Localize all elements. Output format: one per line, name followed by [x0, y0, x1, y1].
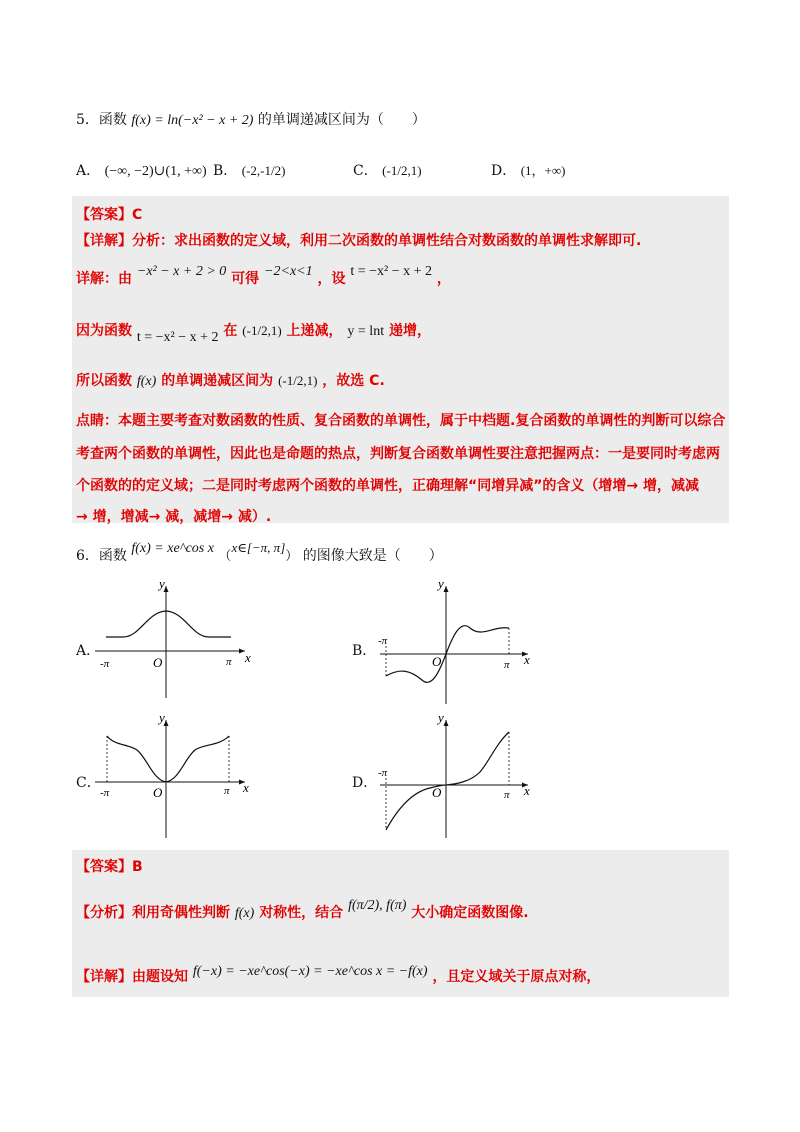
y-axis-arrow — [444, 586, 449, 592]
neg-pi-label: -π — [100, 787, 110, 799]
neg-pi-label: -π — [378, 767, 388, 779]
graph-c-label: C． — [76, 775, 101, 791]
text: 【详解】由题设知 — [76, 969, 188, 985]
graph-a-label: A． — [76, 643, 101, 659]
detail-q5-line3 — [76, 264, 451, 288]
text: ，故选 C. — [322, 373, 385, 389]
text: 大小确定函数图像. — [411, 905, 529, 921]
origin-label: O — [432, 785, 442, 800]
option-label: B． — [213, 163, 238, 179]
math-substitution: t = −x² − x + 2 — [350, 264, 433, 279]
y-label: y — [438, 712, 444, 725]
math-interval: (-1/2,1) — [278, 373, 318, 388]
graph-b-label: B． — [352, 643, 377, 659]
option-value: (1，+∞) — [520, 163, 566, 178]
curve-a — [106, 611, 231, 637]
y-label: y — [159, 578, 165, 591]
math-ln: y = lnt — [347, 324, 385, 339]
q6-domain: x∈[−π, π] — [231, 540, 286, 555]
math-fx: f(x) — [234, 906, 255, 921]
option-value: (-2,-1/2) — [241, 163, 286, 178]
tip-q5-line3: 个函数的的定义域；二是同时考虑两个函数的单调性，正确理解“同增异减”的含义（增增→ 增，减减 — [76, 478, 700, 494]
detail-q5-line5 — [76, 370, 385, 390]
y-label: y — [159, 712, 165, 725]
math-inequality: −x² − x + 2 > 0 — [136, 264, 227, 279]
math-fx: f(x) — [136, 374, 157, 389]
answer-q5: 【答案】C — [76, 207, 143, 223]
pi-label: π — [504, 789, 510, 801]
curve-c — [107, 736, 229, 782]
graph-d — [370, 712, 540, 840]
q5-option-d — [491, 160, 565, 180]
graph-a — [95, 578, 260, 700]
text: 可得 — [231, 271, 260, 287]
pi-label: π — [224, 785, 230, 797]
q5-stem-tail: 的单调递减区间为（ ） — [257, 112, 426, 128]
text: 因为函数 — [76, 323, 132, 339]
math-interval: (-1/2,1) — [242, 323, 282, 338]
origin-label: O — [432, 654, 442, 669]
text: 递增， — [388, 323, 431, 339]
text: 对称性，结合 — [259, 905, 344, 921]
graph-c — [95, 712, 260, 840]
curve-d — [386, 732, 509, 830]
pi-label: π — [504, 659, 510, 671]
analysis-q6 — [76, 898, 529, 922]
text: ，设 — [317, 271, 346, 287]
detail-q5-line4 — [76, 320, 431, 345]
origin-label: O — [153, 785, 163, 800]
math-range: −2<x<1 — [264, 264, 313, 279]
x-label: x — [245, 650, 251, 665]
text: 【分析】利用奇偶性判断 — [76, 905, 230, 921]
q5-function: f(x) = ln(−x² − x + 2) — [131, 113, 254, 128]
text: ，且定义域关于原点对称， — [432, 969, 601, 985]
graph-b — [370, 578, 540, 706]
detail-q6 — [76, 966, 600, 986]
option-label: D． — [491, 163, 517, 179]
text: 所以函数 — [76, 373, 132, 389]
q5-option-c — [353, 160, 422, 180]
math-function-t: t = −x² − x + 2 — [136, 330, 219, 345]
option-value: (−∞, −2)∪(1, +∞) — [104, 164, 207, 179]
y-axis-arrow — [444, 720, 449, 726]
text: 的单调递减区间为 — [161, 373, 274, 389]
pi-label: π — [226, 656, 232, 668]
answer-q6: 【答案】B — [76, 859, 143, 875]
math-values: f(π/2), f(π) — [348, 898, 407, 913]
graph-d-label: D． — [352, 775, 378, 791]
q5-option-a — [76, 160, 207, 180]
option-value: (-1/2,1) — [382, 163, 422, 178]
neg-pi-label: -π — [378, 635, 388, 647]
x-label: x — [243, 780, 249, 795]
text: 上递减， — [286, 323, 343, 339]
q6-stem-tail: 的图像大致是（ ） — [302, 548, 443, 564]
tip-q5-line2: 考查两个函数的单调性，因此也是命题的热点，判断复合函数单调性要注意把握两点：一是要同时考虑两 — [76, 446, 720, 462]
q6-number: 6．函数 — [76, 548, 127, 564]
neg-pi-label: -π — [100, 658, 110, 670]
option-label: A． — [76, 163, 101, 179]
q5-number: 5．函数 — [76, 112, 127, 128]
tip-q5-line1: 点睛：本题主要考查对数函数的性质、复合函数的单调性，属于中档题.复合函数的单调性的判断可以综合 — [76, 413, 726, 429]
text: 详解：由 — [76, 271, 132, 287]
detail-q5: 【详解】分析：求出函数的定义域，利用二次函数的单调性结合对数函数的单调性求解即可. — [76, 233, 642, 249]
q6-function: f(x) = xe^cos x — [131, 541, 214, 556]
math-odd-proof: f(−x) = −xe^cos(−x) = −xe^cos x = −f(x) — [192, 964, 428, 979]
q5-stem — [76, 109, 426, 129]
q6-stem: 6．函数 f(x) = xe^cos x （x∈[−π, π]） 的图像大致是（ ） — [76, 540, 443, 564]
q5-option-b — [213, 160, 285, 180]
x-label: x — [524, 652, 530, 667]
origin-label: O — [153, 655, 163, 670]
tip-q5-line4: → 增，增减→ 减，减增→ 减）. — [76, 509, 272, 525]
y-label: y — [438, 578, 444, 591]
x-label: x — [524, 783, 530, 798]
text: 在 — [223, 323, 238, 339]
text: ， — [436, 271, 451, 287]
option-label: C． — [353, 163, 378, 179]
